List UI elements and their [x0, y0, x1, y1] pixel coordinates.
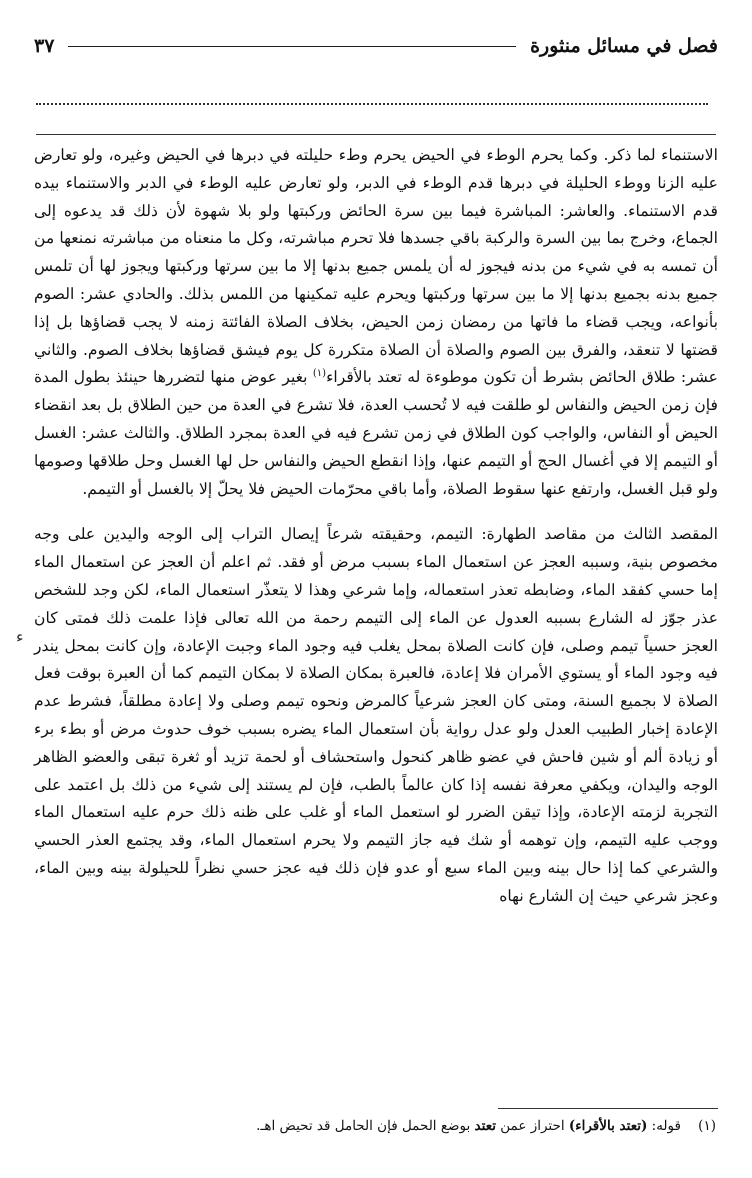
footnote-rule: [498, 1108, 718, 1109]
footnote-reference: (١): [312, 368, 327, 380]
dotted-separator: [36, 103, 708, 105]
paragraph-1: [34, 142, 718, 503]
footnote-bold-word: تعتد: [474, 1118, 496, 1134]
running-title: فصل في مسائل منثورة: [530, 35, 718, 57]
paragraph-2: المقصد الثالث من مقاصد الطهارة: التيمم، وحقيقته شرعاً إيصال التراب إلى الوجه واليدين على وجه مخصوص بنية، وسببه العجز عن استعمال الماء بسبب مرض أو فقد. ثم اعلم أن العجز عن استعمال الماء إما حسي كفقد الماء، وضابطه تعذر استعماله، وإما شرعي وهذا لا يتعذّر استعمال الماء، لكن وجد للشخص عذر جوّز له الشارع بسببه العدول عن الماء إلى التيمم رحمة من الله تعالى فإذا علمت ذلك فمتى كان العجز حسياً تيمم وصلى، فإن كانت الصلاة بمحل يغلب فيه وجود الماء وجبت الإعادة، وإن كانت بمحل يندر فيه وجود الماء أو يستوي الأمران فلا إعادة، فالعبرة بمكان الصلاة لا بمكان التيمم كما أن العبرة بوقت فعل الصلاة لا بجميع السنة، ومتى كان العجز شرعياً كالمرض ونحوه تيمم وصلى ولا إعادة مطلقاً، فشرط عدم الإعادة إخبار الطبيب العدل ولو عدل رواية بأن استعمال الماء يضره بسبب خوف حدوث مرض أو بطء برء أو زيادة ألم أو شين فاحش في عضو ظاهر كنحول واستحشاف أو لحمة تزيد أو ثغرة تبقى والعضو الظاهر الوجه واليدان، ويكفي معرفة نفسه إذا كان عالماً بالطب، فإن لم يستند إلى شيء من ذلك بل اعتمد على التجربة لزمته الإعادة، وإذا تيقن الضرر لو استعمل الماء أو غلب على ظنه ذلك حرم عليه استعمال الماء ووجب عليه التيمم، وإن توهمه أو شك فيه جاز التيمم ولا يحرم استعمال الماء، وقد يجتمع العذر الحسي والشرعي كما إذا حال بينه وبين الماء سبع أو عدو فإن ذلك فيه عجز حسي نظراً للحيلولة بينه وبين الماء، وعجز شرعي حيث إن الشارع نهاه: [34, 525, 718, 905]
footnote-bold-quote: (تعتد بالأقراء): [568, 1118, 648, 1134]
page-header: [34, 30, 718, 62]
footnote: [34, 1115, 716, 1137]
footnote-number: (١): [698, 1118, 716, 1134]
paragraph-1-text-b: بغير عوض منها لتضررها حينئذ بطول المدة فإن زمن الحيض والنفاس لو طلقت فيه لا تُحسب العدة، فلا تشرع في العدة من حين الطلاق بل بعد انقضاء الحيض أو النفاس، والواجب كون الطلاق في زمن تشرع فيه في العدة بمجرد الطلاق. والثالث عشر: الغسل أو التيمم إلا في أغسال الحج أو التيمم عنها، وإذا انقطع الحيض والنفاس حل لها الغسل وحل طلاقها وصومها ولو قبل الغسل، وارتفع عنها سقوط الصلاة، وأما باقي محرّمات الحيض فلا يحلّ إلا بالغسل أو التيمم.: [34, 368, 718, 498]
solid-separator: [36, 134, 716, 135]
page-number: ٣٧: [34, 35, 55, 57]
header-rule: [68, 46, 516, 47]
margin-mark: ء: [16, 627, 24, 646]
footnote-text-before: قوله:: [647, 1118, 681, 1134]
paragraph-1-text-a: الاستنماء لما ذكر. وكما يحرم الوطء في الحيض يحرم وطء حليلته في دبرها في الحيض وغيره، ولو تعارض عليه الزنا ووطء الحليلة في دبرها قدم الوطء في الدبر، ولو تعارض عليه الوطء في الدبر والاستنماء بيده قدم الاستنماء. والعاشر: المباشرة فيما بين سرة الحائض وركبتها ولو بلا شهوة لأن ذلك قد يدعوه إلى الجماع، وخرج بما بين السرة والركبة باقي جسدها فلا تحرم مباشرته، وكل ما منعناه من مباشرته نمنعها من أن تمسه به في شيء من بدنه فيجوز له أن يلمس جميع بدنها إلا ما بين سرتها وركبتها ويجوز لها أن تلمس جميع بدنه بجميع بدنها إلا ما بين سرتها وركبتها ويحرم عليه تمكينها من اللمس بذلك. والحادي عشر: الصوم بأنواعه، ويجب قضاء ما فاتها من رمضان زمن الحيض، بخلاف الصلاة الفائتة زمنه لا يجب قضاؤها بل إذا قضتها لا تنعقد، والفرق بين الصوم والصلاة أن الصلاة متكررة كل يوم فيشق قضاؤها بخلاف الصوم. والثاني عشر: طلاق الحائض بشرط أن تكون موطوءة له تعتد بالأقراء: [34, 146, 718, 387]
main-text: [34, 142, 718, 911]
footnote-text-mid: احتراز عمن: [495, 1118, 569, 1134]
footnote-text-after: بوضع الحمل فإن الحامل قد تحيض اهـ.: [256, 1118, 475, 1134]
